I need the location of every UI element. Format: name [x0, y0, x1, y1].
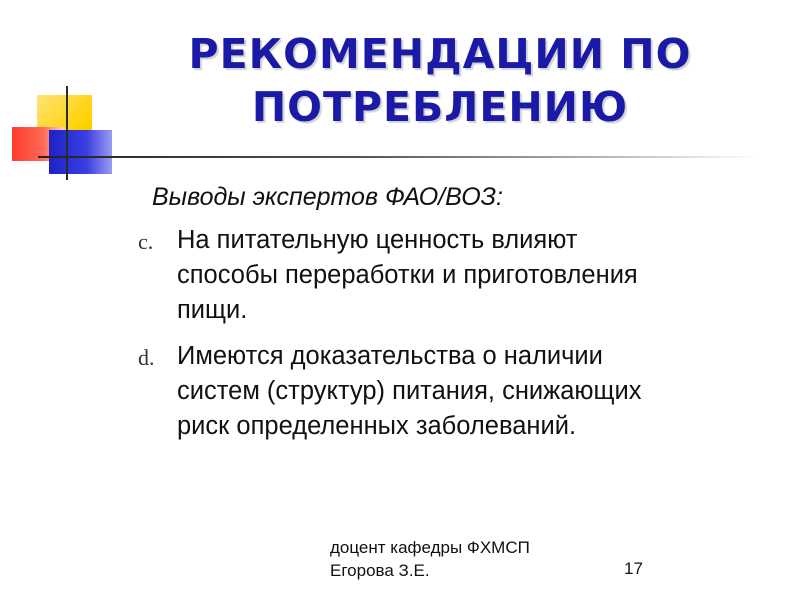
list-item-text-line: риск определенных заболеваний.	[177, 412, 577, 440]
list-item-text-line: Имеются доказательства о наличии	[177, 342, 603, 370]
slide-subtitle: Выводы экспертов ФАО/ВОЗ:	[152, 183, 503, 211]
list-item-text-line: На питательную ценность влияют	[177, 226, 578, 254]
bullet-list	[134, 223, 774, 455]
slide-title-line-2: ПОТРЕБЛЕНИЮ	[251, 83, 629, 131]
list-item-text-line: систем (структур) питания, снижающих	[177, 377, 642, 405]
vertical-line	[66, 86, 68, 180]
list-item	[134, 223, 774, 328]
list-item-text-line: способы переработки и приготовления	[177, 261, 638, 289]
title-divider-line	[38, 156, 758, 158]
list-item-marker: c.	[138, 229, 154, 254]
page-number: 17	[624, 559, 643, 578]
decorative-squares-logo	[0, 0, 120, 190]
slide-title	[150, 28, 730, 134]
slide-title-line-1: РЕКОМЕНДАЦИИ ПО	[188, 30, 692, 78]
list-item-marker: d.	[138, 345, 155, 370]
footer-author-line-1: доцент кафедры ФХМСП	[330, 538, 530, 557]
footer-author	[330, 536, 590, 582]
list-item	[134, 339, 774, 444]
blue-square	[49, 130, 112, 174]
footer-author-line-2: Егорова З.Е.	[330, 561, 430, 580]
list-item-text-line: пищи.	[177, 296, 248, 324]
